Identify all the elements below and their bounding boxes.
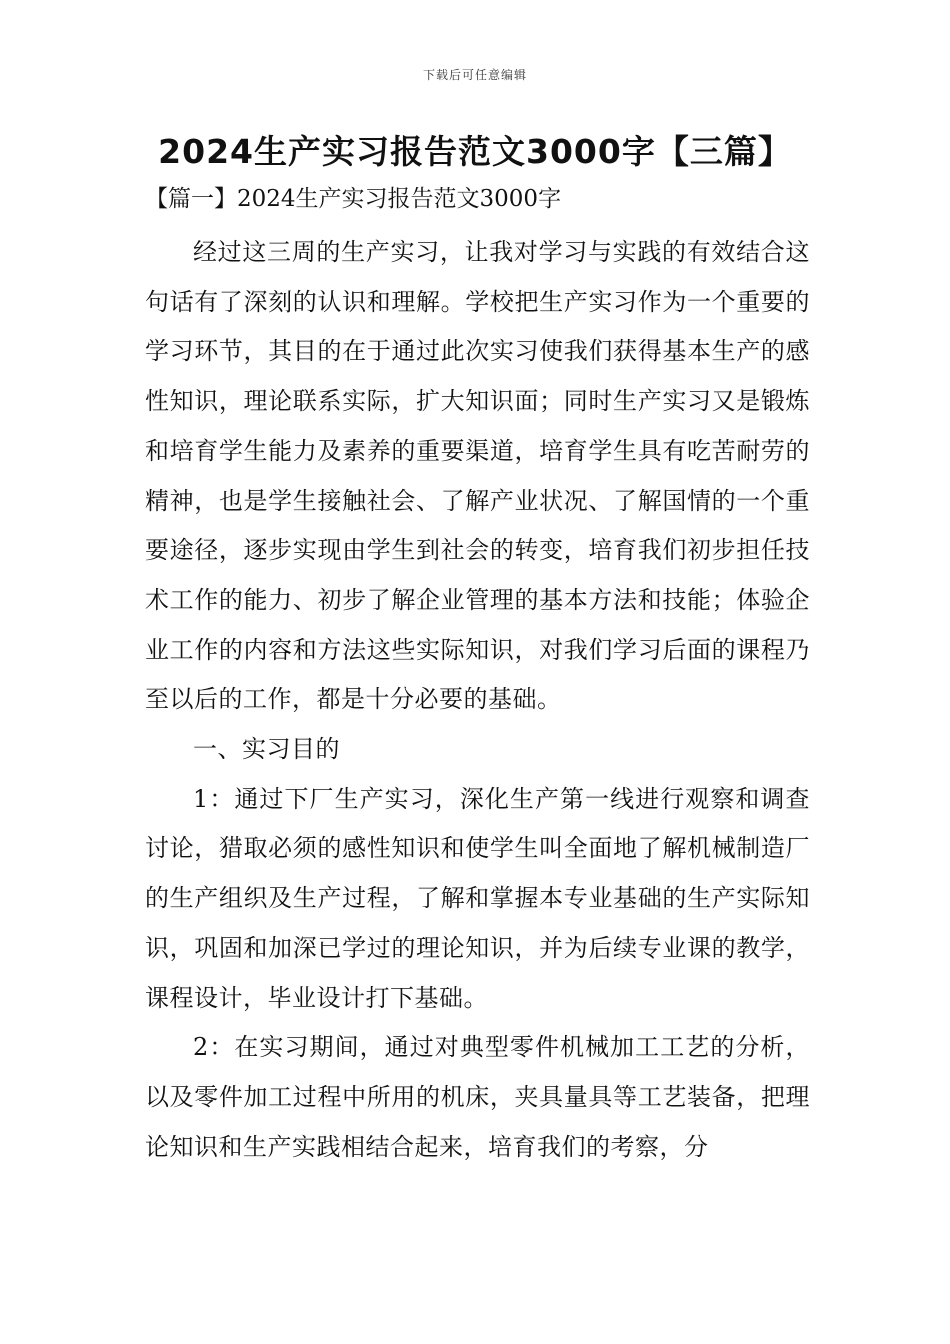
heading-internship-purpose: 一、实习目的: [193, 735, 340, 764]
paragraph-intro: 经过这三周的生产实习，让我对学习与实践的有效结合这句话有了深刻的认识和理解。学校把生产实习作为一个重要的学习环节，其目的在于通过此次实习使我们获得基本生产的感性知识，理论联系实际，扩大知识面；同时生产实习又是锻炼和培育学生能力及素养的重要渠道，培育学生具有吃苦耐劳的精神，也是学生接触社会、了解产业状况、了解国情的一个重要途径，逐步实现由学生到社会的转变，培育我们初步担任技术工作的能力、初步了解企业管理的基本方法和技能；体验企业工作的内容和方法这些实际知识，对我们学习后面的课程乃至以后的工作，都是十分必要的基础。: [145, 238, 810, 714]
section-title: 【篇一】2024生产实习报告范文3000字: [145, 186, 562, 212]
header-note: 下载后可任意编辑: [422, 68, 527, 82]
paragraph-purpose-2: 2：在实习期间，通过对典型零件机械加工工艺的分析，以及零件加工过程中所用的机床，夹具量具等工艺装备，把理论知识和生产实践相结合起来，培育我们的考察，分: [145, 1033, 810, 1161]
document-body: [145, 228, 810, 1172]
paragraph-purpose-1: 1：通过下厂生产实习，深化生产第一线进行观察和调查讨论，猎取必须的感性知识和使学生叫全面地了解机械制造厂的生产组织及生产过程，了解和掌握本专业基础的生产实际知识，巩固和加深已学过的理论知识，并为后续专业课的教学，课程设计，毕业设计打下基础。: [145, 784, 810, 1012]
document-title: 2024生产实习报告范文3000字【三篇】: [158, 132, 792, 171]
